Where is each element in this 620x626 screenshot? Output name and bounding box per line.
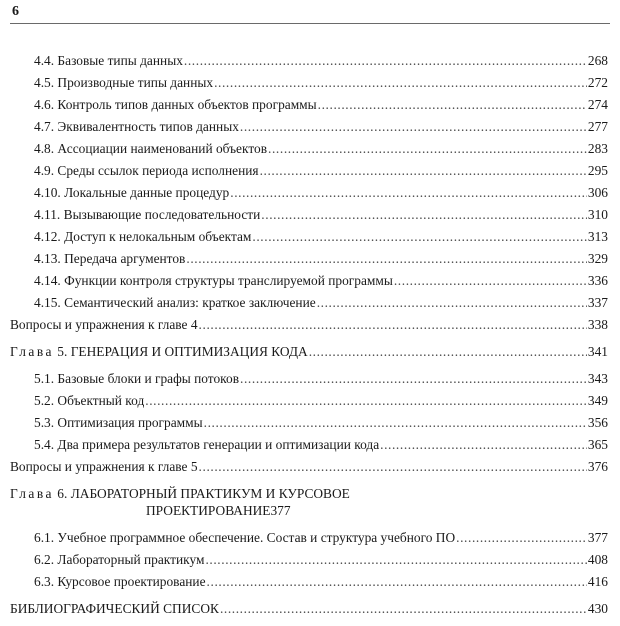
toc-entry-4-8: 4.8. Ассоциации наименований объектов ..... 283 [34,141,608,157]
toc-entry-6-3: 6.3. Курсовое проектирование ..... 416 [34,574,608,590]
chapter-title: 5. ГЕНЕРАЦИЯ И ОПТИМИЗАЦИЯ КОДА [53,344,308,359]
toc-entry-5-4: 5.4. Два примера результатов генерации и оптимизации кода ..... 365 [34,437,608,453]
page-number: 6 [12,4,19,19]
toc-entry-4-9: 4.9. Среды ссылок периода исполнения ..... 295 [34,163,608,179]
toc-entry-questions-4: Вопросы и упражнения к главе 4 ..... 338 [10,317,608,333]
toc-entry-5-2: 5.2. Объектный код ..... 349 [34,393,608,409]
toc-entry-4-6: 4.6. Контроль типов данных объектов программы ..... 274 [34,97,608,113]
toc-entry-chapter-6-line2: ПРОЕКТИРОВАНИЕ 377 [146,503,291,518]
toc-entry-4-14: 4.14. Функции контроля структуры транслируемой программы ..... 336 [34,273,608,289]
toc-entry-4-12: 4.12. Доступ к нелокальным объектам ..... 313 [34,229,608,245]
toc-entry-4-11: 4.11. Вызывающие последовательности ..... 310 [34,207,608,223]
header-rule [10,23,610,24]
toc-entry-questions-5: Вопросы и упражнения к главе 5 ..... 376 [10,459,608,475]
toc-entry-4-15: 4.15. Семантический анализ: краткое заключение ..... 337 [34,295,608,311]
toc-entry-4-7: 4.7. Эквивалентность типов данных ..... 277 [34,119,608,135]
toc-entry-chapter-5: Глава 5. ГЕНЕРАЦИЯ И ОПТИМИЗАЦИЯ КОДА ..... 341 [10,344,608,360]
chapter-label: Глава [10,344,54,359]
chapter-title: 6. ЛАБОРАТОРНЫЙ ПРАКТИКУМ И КУРСОВОЕ [53,486,350,501]
toc-entry-4-4: 4.4. Базовые типы данных ..... 268 [34,53,608,69]
toc-entry-5-1: 5.1. Базовые блоки и графы потоков ..... 343 [34,371,608,387]
chapter-label: Глава [10,486,54,501]
toc-entry-chapter-6-line1 [10,486,608,502]
toc-entry-6-1: 6.1. Учебное программное обеспечение. Состав и структура учебного ПО ..... 377 [34,530,608,546]
toc-entry-5-3: 5.3. Оптимизация программы ..... 356 [34,415,608,431]
toc-entry-4-5: 4.5. Производные типы данных ..... 272 [34,75,608,91]
toc-entry-4-10: 4.10. Локальные данные процедур ..... 306 [34,185,608,201]
toc-entry-4-13: 4.13. Передача аргументов ..... 329 [34,251,608,267]
toc-entry-6-2: 6.2. Лабораторный практикум ..... 408 [34,552,608,568]
toc-entry-bibliography: БИБЛИОГРАФИЧЕСКИЙ СПИСОК ..... 430 [10,601,608,617]
